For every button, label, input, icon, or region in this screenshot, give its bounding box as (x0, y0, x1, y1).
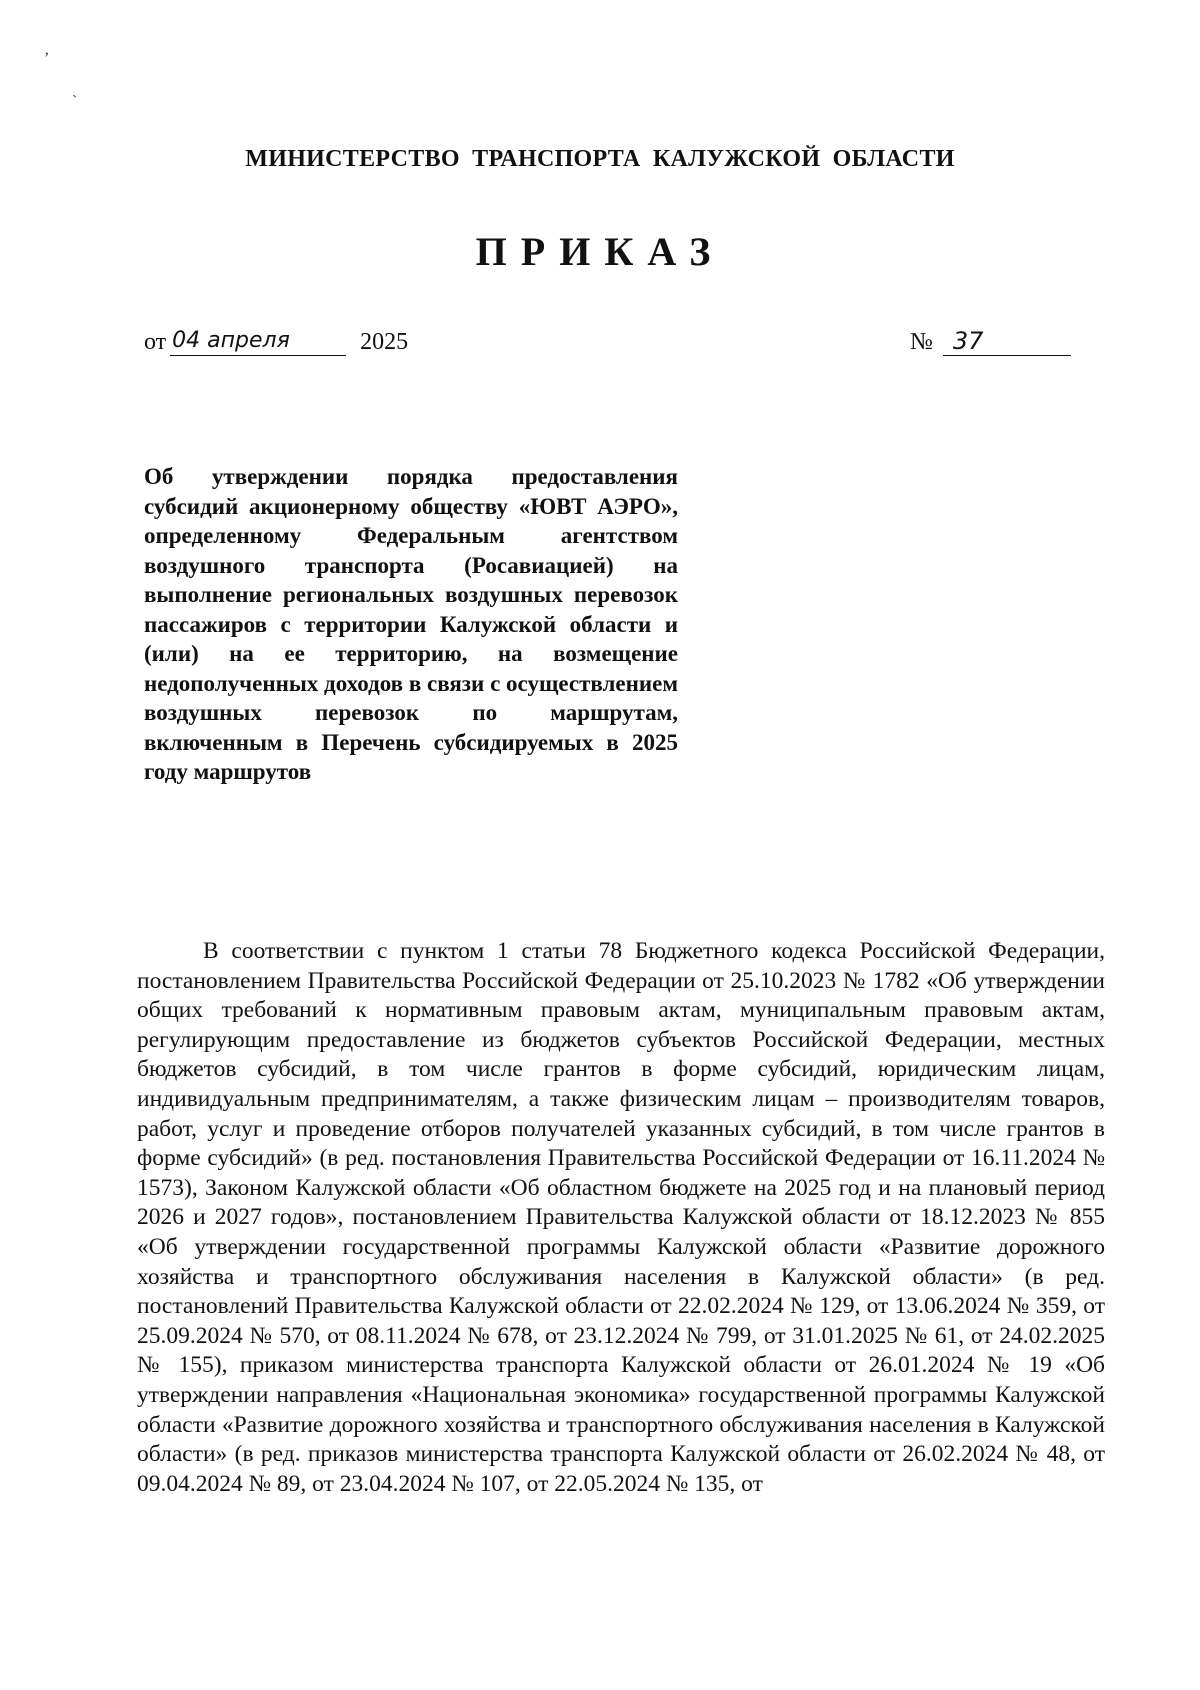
handwritten-date: 04 апреля (170, 327, 346, 356)
handwritten-order-number: 37 (943, 327, 1071, 356)
order-number-line (910, 316, 1071, 356)
order-subject: Об утверждении порядка предоставления субсидий акционерному обществу «ЮВТ АЭРО», определенному Федеральным агентством воздушного транспорта (Росавиацией) на выполнение региональных воздушных перевозок пассажиров с территории Калужской области и (или) на ее территорию, на возмещение недополученных доходов в связи с осуществлением воздушных перевозок по маршрутам, включенным в Перечень субсидируемых в 2025 году маршрутов (144, 464, 678, 784)
scan-speck: ˴ (72, 86, 78, 103)
order-date-line (144, 316, 408, 356)
order-body-paragraph: В соответствии с пунктом 1 статьи 78 Бюджетного кодекса Российской Федерации, постановлением Правительства Российской Федерации от 25.10.2023 № 1782 «Об утверждении общих требований к нормативным правовым актам, муниципальным правовым актам, регулирующим предоставление из бюджетов субъектов Российской Федерации, местных бюджетов субсидий, в том числе грантов в форме субсидий, юридическим лицам, индивидуальным предпринимателям, а также физическим лицам – производителям товаров, работ, услуг и проведение отборов получателей указанных субсидий, в том числе грантов в форме субсидий» (в ред. постановления Правительства Российской Федерации от 16.11.2024 № 1573), Законом Калужской области «Об областном бюджете на 2025 год и на плановый период 2026 и 2027 годов», постановлением Правительства Калужской области от 18.12.2023 № 855 «Об утверждении государственной программы Калужской области «Развитие дорожного хозяйства и транспортного обслуживания населения в Калужской области» (в ред. постановлений Правительства Калужской области от 22.02.2024 № 129, от 13.06.2024 № 359, от 25.09.2024 № 570, от 08.11.2024 № 678, от 23.12.2024 № 799, от 31.01.2025 № 61, от 24.02.2025 № 155), приказом министерства транспорта Калужской области от 26.01.2024 № 19 «Об утверждении направления «Национальная экономика» государственной программы Калужской области «Развитие дорожного хозяйства и транспортного обслуживания населения в Калужской области» (в ред. приказов министерства транспорта Калужской области от 26.02.2024 № 48, от 09.04.2024 № 89, от 23.04.2024 № 107, от 22.05.2024 № 135, от (137, 938, 1105, 1497)
number-sign: № (910, 329, 933, 355)
order-year: 2025 (360, 329, 409, 355)
ministry-name: МИНИСТЕРСТВО ТРАНСПОРТА КАЛУЖСКОЙ ОБЛАСТИ (245, 146, 955, 172)
order-title: ПРИКАЗ (475, 229, 725, 274)
scan-speck: ʼ (44, 50, 50, 67)
date-from-label: от (144, 329, 167, 355)
